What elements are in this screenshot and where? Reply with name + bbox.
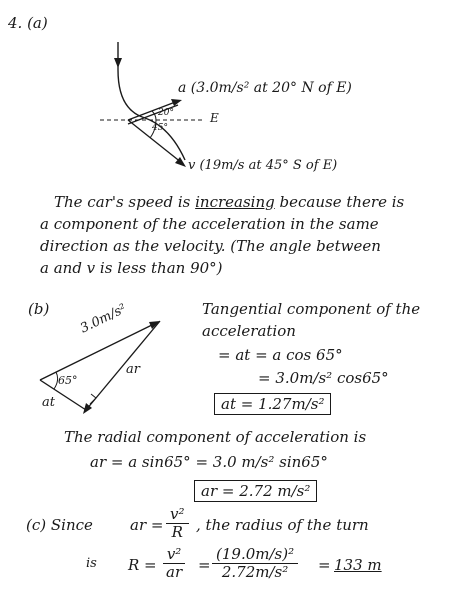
fraction-v2-over-R: $\frac{\text{v²}}{R}$ [166,506,189,541]
part-c-label: (c) Since [26,516,93,534]
part-a-line-3: direction as the velocity. (The angle between [40,237,381,255]
tangential-title-2: acceleration [202,322,296,340]
radial-title: The radial component of acceleration is [64,428,367,446]
increasing-word: increasing [195,193,275,211]
east-label: E [210,111,219,125]
radial-equation: ar = a sin65° = 3.0 m/s² sin65° [90,453,328,471]
is-label: is [86,556,97,571]
radius-text: , the radius of the turn [196,516,369,534]
part-a-label: 4. (a) [8,14,48,32]
result-at-box: at = 1.27m/s² [214,393,331,415]
equals-2: = [318,556,331,574]
eq-at-1: = at = a cos 65° [218,346,343,364]
part-a-line-4: a and v is less than 90°) [40,259,223,277]
part-a-line-1: The car's speed is increasing because there is [54,193,405,211]
hypotenuse-label: 3.0m/s² [78,301,129,337]
ar-eq-lhs: ar = [130,516,164,534]
result-ar-box: ar = 2.72 m/s² [194,480,317,502]
fraction-numeric: $\frac{\text{(19.0m/s)²}}{\text{2.72m/s²}}$ [212,546,298,581]
tangential-title-1: Tangential component of the [202,300,421,318]
result-R: 133 m [334,556,382,574]
R-eq-lhs: R = [128,556,157,574]
eq-at-2: = 3.0m/s² cos65° [258,369,389,387]
equals-1: = [198,556,211,574]
angle-45-label: 45° [152,123,168,133]
radial-component [86,321,160,410]
at-diagram-label: at [42,395,55,410]
ar-diagram-label: ar [126,362,140,377]
acceleration-label: a (3.0m/s² at 20° N of E) [178,80,352,96]
part-a-line-2: a component of the acceleration in the same [40,215,379,233]
part-b-label: (b) [28,300,50,318]
angle-65-label: 65° [58,374,78,387]
angle-20-label: 20° [158,108,174,118]
fraction-v2-over-ar: $\frac{\text{v²}}{ar}$ [162,546,186,581]
velocity-label: v (19m/s at 45° S of E) [188,158,338,173]
